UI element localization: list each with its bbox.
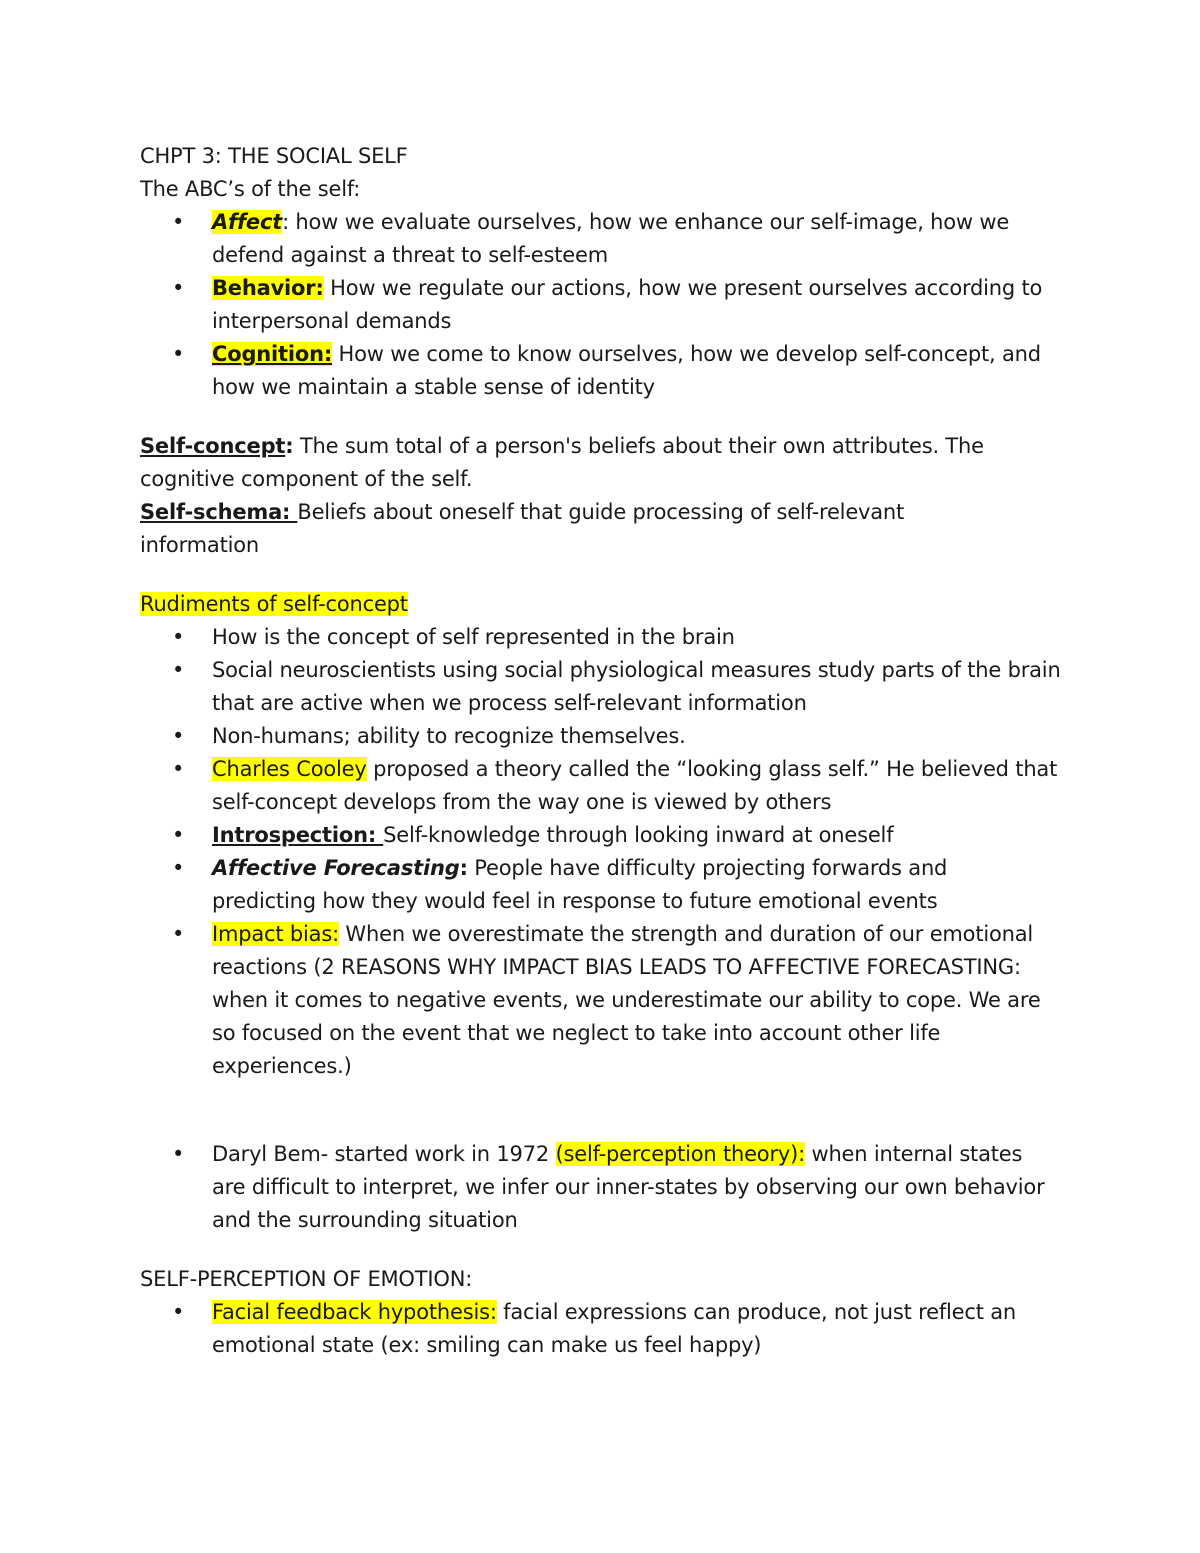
affective-forecasting-colon: : [459,856,468,880]
rudiment-text: • How is the concept of self represented in the brain [212,625,735,649]
document-title: CHPT 3: THE SOCIAL SELF [140,144,408,168]
bem-text: when internal states are difficult to interpret, we infer our inner-states by observing our own behavior and the surrounding situation [212,1142,1045,1232]
introspection-text: Self-knowledge through looking inward at oneself [383,823,894,847]
abc-list [140,206,1070,404]
list-item-introspection [140,819,1070,852]
rudiment-text: • Social neuroscientists using social physiological measures study parts of the brain that are active when we process self-relevant information [212,658,1061,715]
spacer [140,562,1070,588]
affect-colon: : [282,210,289,234]
affect-text: how we evaluate ourselves, how we enhance our self-image, how we defend against a threat to self-esteem [212,210,1010,267]
rudiment-text: • Non-humans; ability to recognize themselves. [212,724,686,748]
affective-forecasting-term: Affective Forecasting [212,856,460,880]
self-concept-text: The sum total of a person's beliefs about their own attributes. The cognitive component of the self. [140,434,984,491]
behavior-text: How we regulate our actions, how we present ourselves according to interpersonal demands [212,276,1043,333]
facial-feedback-term: Facial feedback hypothesis: [212,1300,497,1324]
list-item-affect [140,206,1070,272]
spacer [140,1083,1070,1138]
impact-bias-text: When we overestimate the strength and duration of our emotional reactions (2 REASONS WHY IMPACT BIAS LEADS TO AFFECTIVE FORECASTING: when it comes to negative events, we underestimate our ability to cope. We are so focused on the event that we neglect to take into account other life experiences.) [212,922,1041,1078]
list-item-facial-feedback [140,1296,1070,1362]
rudiments-heading: Rudiments of self-concept [140,592,408,616]
cognition-text: How we come to know ourselves, how we develop self-concept, and how we maintain a stable sense of identity [212,342,1041,399]
spacer [140,404,1070,430]
list-item-cognition [140,338,1070,404]
facial-feedback-text: facial expressions can produce, not just reflect an emotional state (ex: smiling can make us feel happy) [212,1300,1017,1357]
list-item-behavior [140,272,1070,338]
self-concept-definition [140,430,1070,496]
emotion-heading: SELF-PERCEPTION OF EMOTION: [140,1267,473,1291]
behavior-term: Behavior: [212,276,324,300]
self-concept-colon: : [285,434,294,458]
bem-intro: Daryl Bem- started work in 1972 [212,1142,556,1166]
spacer [140,1237,1070,1263]
list-item [140,720,1070,753]
list-item-cooley [140,753,1070,819]
self-schema-definition [140,496,980,562]
cognition-term: Cognition: [212,342,333,366]
self-schema-term: Self-schema: [140,500,298,524]
document-page [140,140,1070,1362]
list-item [140,621,1070,654]
introspection-term: Introspection: [212,823,384,847]
self-concept-term: Self-concept [140,434,286,458]
list-item-impact-bias [140,918,1070,1083]
bem-list [140,1138,1070,1237]
affect-term: Affect [212,210,283,234]
cooley-text: proposed a theory called the “looking glass self.” He believed that self-concept develops from the way one is viewed by others [212,757,1058,814]
self-schema-text: Beliefs about oneself that guide processing of self-relevant information [140,500,905,557]
list-item-affective-forecasting [140,852,1070,918]
affective-forecasting-text: People have difficulty projecting forwards and predicting how they would feel in response to future emotional events [212,856,948,913]
list-item-bem [140,1138,1070,1237]
cooley-name: Charles Cooley [212,757,367,781]
list-item [140,654,1070,720]
abc-intro: The ABC’s of the self: [140,177,361,201]
self-perception-theory: (self-perception theory): [555,1142,805,1166]
emotion-list [140,1296,1070,1362]
rudiments-list [140,621,1070,1083]
impact-bias-term: Impact bias: [212,922,339,946]
